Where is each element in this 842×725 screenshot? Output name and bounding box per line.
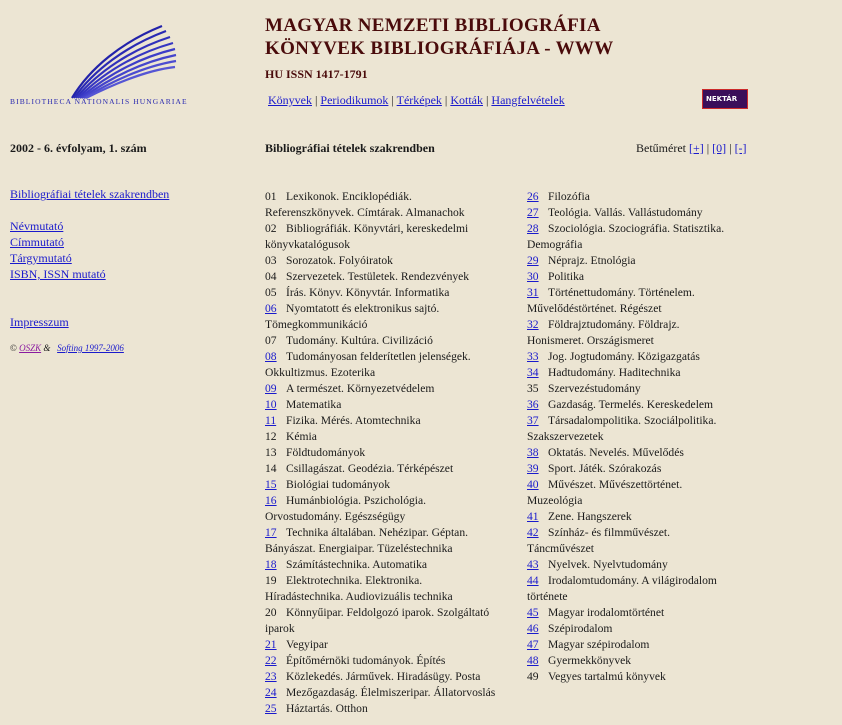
class-entry-15[interactable] (265, 477, 523, 493)
class-entry-24[interactable] (265, 685, 523, 701)
class-entry-39[interactable] (527, 461, 772, 477)
class-number[interactable]: 17 (265, 526, 277, 539)
class-label: Írás. Könyv. Könyvtár. Informatika (286, 286, 450, 299)
class-entry-46[interactable] (527, 621, 772, 637)
class-label: Néprajz. Etnológia (548, 254, 636, 267)
class-label: Matematika (286, 398, 342, 411)
font-size-reset-link[interactable]: [0] (712, 141, 727, 155)
classification-list-left (265, 189, 523, 717)
class-number[interactable]: 08 (265, 350, 277, 363)
class-number[interactable]: 44 (527, 574, 539, 587)
copyright-credit (10, 343, 124, 353)
class-entry-23[interactable] (265, 669, 523, 685)
sidebar-link-subject-index[interactable]: Tárgymutató (10, 251, 72, 265)
class-number[interactable]: 46 (527, 622, 539, 635)
class-entry-19 (265, 573, 523, 589)
class-number[interactable]: 26 (527, 190, 539, 203)
class-label: Technika általában. Nehézipar. Géptan. (286, 526, 469, 539)
class-entry-49 (527, 669, 772, 685)
class-number[interactable]: 42 (527, 526, 539, 539)
class-number[interactable]: 33 (527, 350, 539, 363)
credit-link-softing[interactable]: Softing 1997-2006 (57, 343, 124, 353)
class-label: Vegyes tartalmú könyvek (548, 670, 666, 683)
class-number[interactable]: 36 (527, 398, 539, 411)
font-size-decrease-link[interactable]: [-] (734, 141, 747, 155)
logo-caption: BIBLIOTHECA NATIONALIS HUNGARIAE (10, 97, 188, 106)
credit-link-oszk[interactable]: OSZK (19, 343, 42, 353)
nav-link-recordings[interactable]: Hangfelvételek (491, 93, 565, 107)
class-number[interactable]: 32 (527, 318, 539, 331)
class-number: 13 (265, 446, 277, 459)
class-number: 35 (527, 382, 539, 395)
class-entry-41[interactable] (527, 509, 772, 525)
credit-ampersand: & (43, 343, 51, 353)
class-number[interactable]: 15 (265, 478, 277, 491)
class-entry-35 (527, 381, 772, 397)
class-number[interactable]: 39 (527, 462, 539, 475)
class-entry-38[interactable] (527, 445, 772, 461)
class-label-continuation: Táncművészet (527, 542, 594, 555)
issn-label: HU ISSN 1417-1791 (265, 67, 368, 81)
issue-label: 2002 - 6. évfolyam, 1. szám (10, 141, 147, 155)
class-label: Magyar irodalomtörténet (548, 606, 665, 619)
class-label: Lexikonok. Enciklopédiák. (286, 190, 412, 203)
class-label-continuation: Tömegkommunikáció (265, 318, 368, 331)
class-entry-08[interactable] (265, 349, 523, 365)
class-label-continuation: Demográfia (527, 238, 583, 251)
class-number[interactable]: 11 (265, 414, 277, 427)
class-entry-29[interactable] (527, 253, 772, 269)
class-label: Földtudományok (286, 446, 366, 459)
class-number: 12 (265, 430, 277, 443)
class-number[interactable]: 38 (527, 446, 539, 459)
class-number[interactable]: 06 (265, 302, 277, 315)
class-label-continuation: iparok (265, 622, 295, 635)
class-entry-13 (265, 445, 523, 461)
class-label: Háztartás. Otthon (286, 702, 368, 715)
nav-separator: | (486, 93, 489, 107)
class-number[interactable]: 41 (527, 510, 539, 523)
top-navigation (268, 93, 565, 108)
page-title-line2: KÖNYVEK BIBLIOGRÁFIÁJA - WWW (265, 38, 614, 59)
class-entry-36[interactable] (527, 397, 772, 413)
class-label: A természet. Környezetvédelem (286, 382, 435, 395)
class-entry-25[interactable] (265, 701, 523, 717)
class-entry-12 (265, 429, 523, 445)
class-number[interactable]: 48 (527, 654, 539, 667)
class-label-continuation: Okkultizmus. Ezoterika (265, 366, 376, 379)
class-label: Elektrotechnika. Elektronika. (286, 574, 423, 587)
class-label: Földrajztudomány. Földrajz. (548, 318, 680, 331)
class-number[interactable]: 18 (265, 558, 277, 571)
class-label: Filozófia (548, 190, 590, 203)
section-title: Bibliográfiai tételek szakrendben (265, 141, 435, 155)
class-label: Kémia (286, 430, 317, 443)
class-label-continuation: Szakszervezetek (527, 430, 604, 443)
class-label: Magyar szépirodalom (548, 638, 650, 651)
nektar-button[interactable] (702, 89, 748, 109)
class-label: Mezőgazdaság. Élelmiszeripar. Állatorvoslás (286, 686, 496, 699)
class-number: 04 (265, 270, 277, 283)
class-label: Tudomány. Kultúra. Civilizáció (286, 334, 433, 347)
class-entry-01 (265, 189, 523, 205)
class-number: 07 (265, 334, 277, 347)
nav-separator: | (315, 93, 318, 107)
class-label: Színház- és filmművészet. (548, 526, 671, 539)
class-number[interactable]: 25 (265, 702, 277, 715)
font-size-increase-link[interactable]: [+] (688, 141, 704, 155)
class-number[interactable]: 30 (527, 270, 539, 283)
class-entry-44[interactable] (527, 573, 772, 589)
nav-link-maps[interactable]: Térképek (396, 93, 442, 107)
class-entry-26[interactable] (527, 189, 772, 205)
class-entry-03 (265, 253, 523, 269)
class-entry-22[interactable] (265, 653, 523, 669)
class-label: Történettudomány. Történelem. (548, 286, 695, 299)
class-label: Irodalomtudomány. A világirodalom (548, 574, 717, 587)
class-label-continuation: Referenszkönyvek. Címtárak. Almanachok (265, 206, 465, 219)
class-label-continuation: könyvkatalógusok (265, 238, 351, 251)
class-number[interactable]: 16 (265, 494, 277, 507)
class-label-continuation: Művelődéstörténet. Régészet (527, 302, 662, 315)
class-label: Hadtudomány. Haditechnika (548, 366, 681, 379)
class-number[interactable]: 31 (527, 286, 539, 299)
font-size-controls: Betűméret [+] | [0] | [-] (636, 141, 747, 155)
page-title-line1: MAGYAR NEMZETI BIBLIOGRÁFIA (265, 15, 601, 36)
class-entry-28[interactable] (527, 221, 772, 237)
class-entry-48[interactable] (527, 653, 772, 669)
class-entry-20 (265, 605, 523, 621)
class-label: Bibliográfiák. Könyvtári, kereskedelmi (286, 222, 469, 235)
class-number: 14 (265, 462, 277, 475)
class-entry-05 (265, 285, 523, 301)
class-entry-18[interactable] (265, 557, 523, 573)
class-entry-37[interactable] (527, 413, 772, 429)
class-entry-02 (265, 221, 523, 237)
class-label: Teológia. Vallás. Vallástudomány (548, 206, 703, 219)
nektar-label: NEKTÁR (706, 95, 738, 103)
class-number: 49 (527, 670, 539, 683)
class-label: Oktatás. Nevelés. Művelődés (548, 446, 684, 459)
sidebar (10, 186, 169, 330)
class-label: Művészet. Művészettörténet. (548, 478, 683, 491)
class-number[interactable]: 28 (527, 222, 539, 235)
class-label: Tudományosan felderítetlen jelenségek. (286, 350, 471, 363)
class-number[interactable]: 09 (265, 382, 277, 395)
class-entry-14 (265, 461, 523, 477)
class-entry-34[interactable] (527, 365, 772, 381)
font-size-label: Betűméret (636, 141, 686, 155)
class-label-continuation: Orvostudomány. Egészségügy (265, 510, 406, 523)
class-entry-31[interactable] (527, 285, 772, 301)
class-entry-47[interactable] (527, 637, 772, 653)
nav-separator: | (391, 93, 394, 107)
class-label: Szervezetek. Testületek. Rendezvények (286, 270, 470, 283)
class-label: Jog. Jogtudomány. Közigazgatás (548, 350, 700, 363)
class-label: Gyermekkönyvek (548, 654, 632, 667)
class-label-continuation: Híradástechnika. Audiovizuális technika (265, 590, 453, 603)
class-number: 01 (265, 190, 277, 203)
class-label: Gazdaság. Termelés. Kereskedelem (548, 398, 714, 411)
class-entry-43[interactable] (527, 557, 772, 573)
class-number[interactable]: 47 (527, 638, 539, 651)
class-entry-04 (265, 269, 523, 285)
class-label: Számítástechnika. Automatika (286, 558, 428, 571)
nav-link-scores[interactable]: Kották (450, 93, 483, 107)
class-label: Csillagászat. Geodézia. Térképészet (286, 462, 454, 475)
class-number: 19 (265, 574, 277, 587)
sidebar-link-name-index[interactable]: Névmutató (10, 219, 64, 233)
class-entry-10[interactable] (265, 397, 523, 413)
class-entry-21[interactable] (265, 637, 523, 653)
class-label: Társadalompolitika. Szociálpolitika. (548, 414, 717, 427)
nav-separator: | (444, 93, 448, 107)
nav-link-books[interactable]: Könyvek (268, 93, 312, 107)
class-label-continuation: Bányászat. Energiaipar. Tüzeléstechnika (265, 542, 453, 555)
class-entry-06[interactable] (265, 301, 523, 317)
class-entry-16[interactable] (265, 493, 523, 509)
class-entry-27[interactable] (527, 205, 772, 221)
class-number: 02 (265, 222, 277, 235)
class-label: Zene. Hangszerek (548, 510, 632, 523)
class-number[interactable]: 45 (527, 606, 539, 619)
class-number[interactable]: 23 (265, 670, 277, 683)
sidebar-link-impressum[interactable]: Impresszum (10, 315, 69, 329)
class-label: Sport. Játék. Szórakozás (548, 462, 662, 475)
class-entry-45[interactable] (527, 605, 772, 621)
class-entry-42[interactable] (527, 525, 772, 541)
class-label: Nyomtatott és elektronikus sajtó. (286, 302, 440, 315)
class-entry-33[interactable] (527, 349, 772, 365)
class-number[interactable]: 10 (265, 398, 277, 411)
class-entry-09[interactable] (265, 381, 523, 397)
class-label-continuation: Muzeológia (527, 494, 583, 507)
class-label: Fizika. Mérés. Atomtechnika (286, 414, 421, 427)
class-label: Szervezéstudomány (548, 382, 641, 395)
class-label: Szépirodalom (548, 622, 613, 635)
class-number[interactable]: 40 (527, 478, 539, 491)
class-label: Szociológia. Szociográfia. Statisztika. (548, 222, 725, 235)
class-label: Vegyipar (286, 638, 328, 651)
class-number[interactable]: 43 (527, 558, 539, 571)
class-number[interactable]: 34 (527, 366, 539, 379)
sidebar-link-isbn-index[interactable]: ISBN, ISSN mutató (10, 267, 106, 281)
class-label: Könnyűipar. Feldolgozó iparok. Szolgáltató (286, 606, 490, 619)
class-label: Politika (548, 270, 585, 283)
class-number[interactable]: 21 (265, 638, 277, 651)
class-entry-32[interactable] (527, 317, 772, 333)
class-entry-17[interactable] (265, 525, 523, 541)
class-number[interactable]: 24 (265, 686, 277, 699)
class-number[interactable]: 37 (527, 414, 539, 427)
class-entry-11[interactable] (265, 413, 523, 429)
sidebar-link-classified-items[interactable]: Bibliográfiai tételek szakrendben (10, 187, 170, 201)
class-label: Építőmérnöki tudományok. Építés (286, 654, 446, 667)
class-label: Sorozatok. Folyóiratok (286, 254, 393, 267)
class-number: 05 (265, 286, 277, 299)
class-number[interactable]: 27 (527, 206, 539, 219)
class-label: Humánbiológia. Pszichológia. (286, 494, 427, 507)
class-entry-30[interactable] (527, 269, 772, 285)
copyright-icon: © (10, 343, 17, 353)
class-label: Közlekedés. Járművek. Hiradásügy. Posta (286, 670, 481, 683)
class-number[interactable]: 22 (265, 654, 277, 667)
class-entry-40[interactable] (527, 477, 772, 493)
class-number[interactable]: 29 (527, 254, 539, 267)
class-number: 03 (265, 254, 277, 267)
class-label: Biológiai tudományok (286, 478, 391, 491)
class-entry-07 (265, 333, 523, 349)
class-label-continuation: Honismeret. Országismeret (527, 334, 654, 347)
sidebar-link-title-index[interactable]: Címmutató (10, 235, 64, 249)
class-label-continuation: története (527, 590, 568, 603)
class-number: 20 (265, 606, 277, 619)
nav-link-periodicals[interactable]: Periodikumok (320, 93, 389, 107)
class-label: Nyelvek. Nyelvtudomány (548, 558, 668, 571)
classification-list-right (527, 189, 772, 685)
